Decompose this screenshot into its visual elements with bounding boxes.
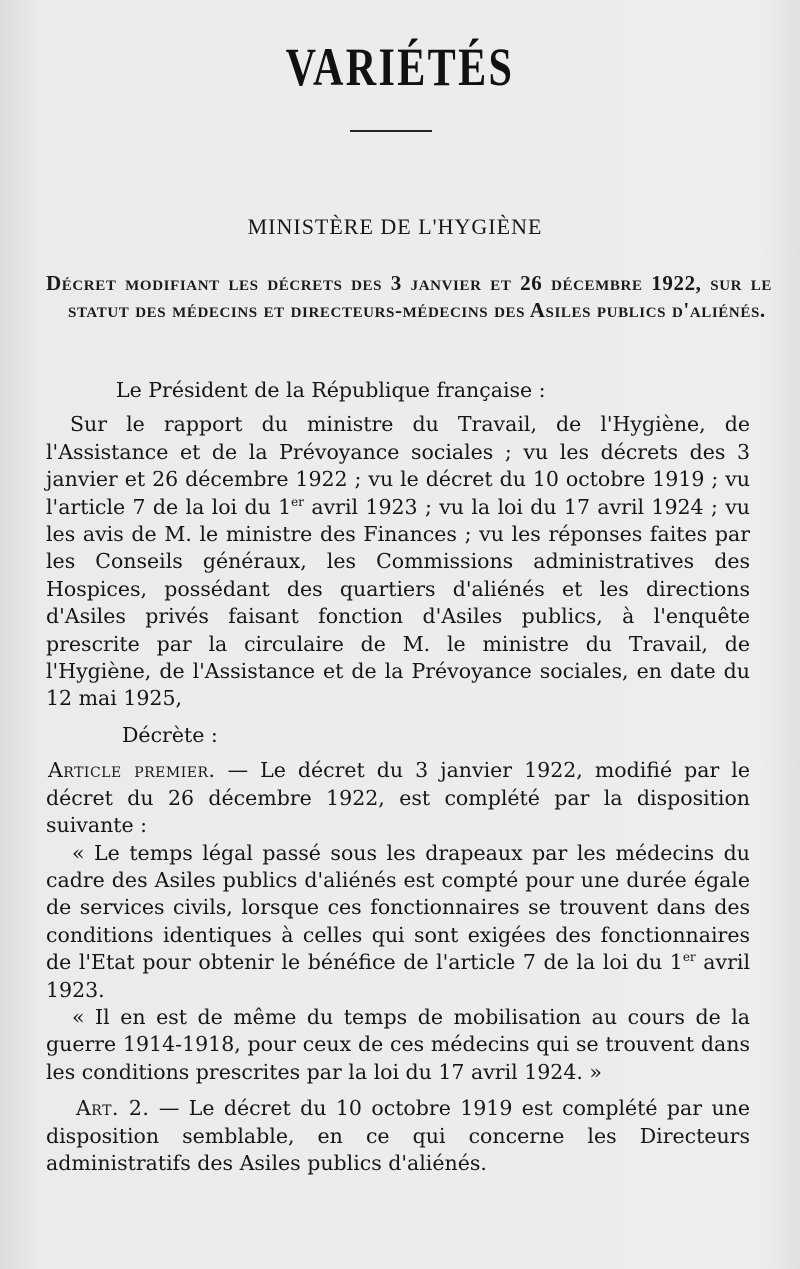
article-1-label: Article premier. <box>48 758 216 783</box>
preamble-superscript: er <box>291 494 305 509</box>
decrete-line: Décrète : <box>122 722 218 747</box>
decree-title: Décret modifiant les décrets des 3 janvier et 26 décembre 1922, sur le statut des médecins et directeurs-médecins des Asiles publics d'aliénés. <box>46 271 772 322</box>
section-title: VARIÉTÉS <box>285 37 515 97</box>
article-2-paragraph <box>46 1095 750 1177</box>
article-2-label: Art. 2. <box>76 1096 150 1121</box>
quote-1-text-2: avril 1923. <box>46 950 750 1002</box>
article-1-text: — Le décret du 3 janvier 1922, modifié par le décret du 26 décembre 1922, est complété par la disposition suivante : <box>46 758 750 838</box>
quote-paragraph-1 <box>46 840 750 1004</box>
ministry-heading: MINISTÈRE DE L'HYGIÈNE <box>247 214 543 239</box>
quote-1-superscript: er <box>682 950 696 965</box>
preamble-text-2: avril 1923 ; vu la loi du 17 avril 1924 ; vu les avis de M. le ministre des Finances ; vu les réponses faites par les Conseils généraux, les Commissions administratives des Hospices, possédant des quartiers d'aliénés et les directions d'Asiles privés faisant fonction d'Asiles publics, à l'enquête prescrite par la circulaire de M. le ministre du Travail, de l'Hygiène, de l'Assistance et de la Prévoyance sociales, en date du 12 mai 1925, <box>46 494 750 711</box>
preamble-paragraph <box>46 411 750 712</box>
article-1-paragraph <box>46 757 750 839</box>
quote-paragraph-2: « Il en est de même du temps de mobilisation au cours de la guerre 1914-1918, pour ceux de ces médecins qui se trouvent dans les conditions prescrites par la loi du 17 avril 1924. » <box>46 1004 750 1084</box>
president-line: Le Président de la République française : <box>116 378 546 402</box>
decree-body <box>46 377 750 1177</box>
preamble-text-1: Sur le rapport du ministre du Travail, de l'Hygiène, de l'Assistance et de la Prévoyance sociales ; vu les décrets des 3 janvier et 26 décembre 1922 ; vu le décret du 10 octobre 1919 ; vu l'article 7 de la loi du 1 <box>46 412 750 519</box>
title-rule <box>350 130 432 132</box>
article-2-text: — Le décret du 10 octobre 1919 est complété par une disposition semblable, en ce qui concerne les Directeurs administratifs des Asiles publics d'aliénés. <box>46 1096 751 1175</box>
quote-1-text-1: « Le temps légal passé sous les drapeaux par les médecins du cadre des Asiles publics d'aliénés est compté pour une durée égale de services civils, lorsque ces fonctionnaires se trouvent dans des conditions identiques à celles qui sont exigées des fonctionnaires de l'Etat pour obtenir le bénéfice de l'article 7 de la loi du 1 <box>46 840 750 975</box>
